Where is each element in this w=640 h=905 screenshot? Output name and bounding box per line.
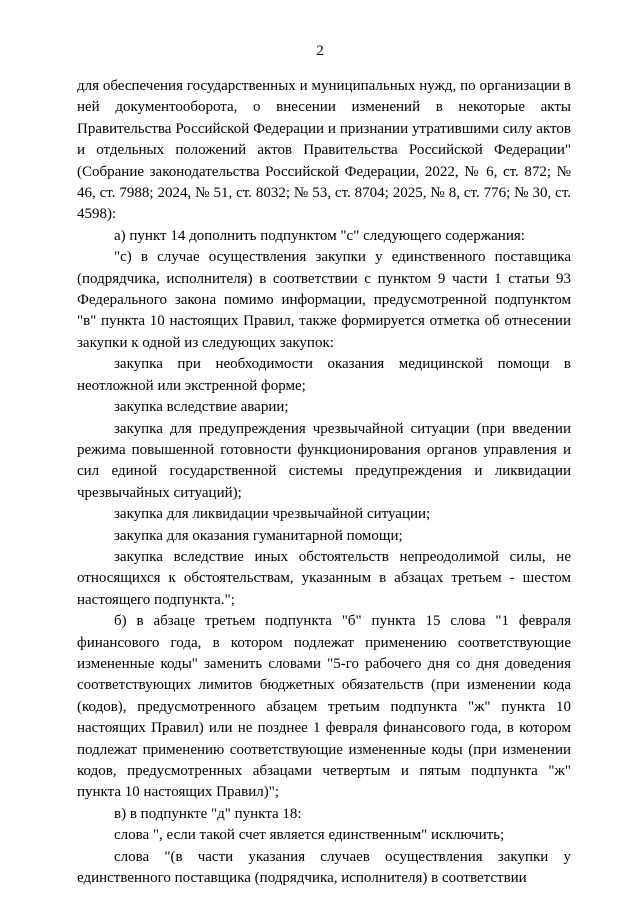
paragraph-words-exclude: слова ", если такой счет является единственным" исключить;: [114, 827, 505, 844]
paragraph-list-item: закупка вследствие аварии;: [114, 399, 289, 416]
paragraph-list-item: закупка для предупреждения чрезвычайной ситуации (при введении режима повышенной готовности функционирования органов управления и сил единой государственной системы предупреждения и ликвидации чрезвычайных ситуаций);: [77, 420, 571, 501]
paragraph-subitem-c: "с) в случае осуществления закупки у единственного поставщика (подрядчика, исполнителя) в соответствии с пунктом 9 части 1 статьи 93 Федерального закона помимо информации, предусмотренной подпунктом "в" пункта 10 настоящих Правил, также формируется отметка об отнесении закупки к одной из следующих закупок:: [77, 249, 571, 351]
paragraph-item-a: а) пункт 14 дополнить подпунктом "с" следующего содержания:: [114, 227, 525, 244]
paragraph-list-item: закупка для ликвидации чрезвычайной ситуации;: [114, 506, 431, 523]
paragraph-item-v: в) в подпункте "д" пункта 18:: [114, 805, 302, 822]
paragraph-continuation: для обеспечения государственных и муниципальных нужд, по организации в ней документооборота, о внесении изменений в некоторые акты Правительства Российской Федерации и признании утратившими силу актов и отдельных положений актов Правительства Российской Федерации" (Собрание законодательства Российской Федерации, 2022, № 6, ст. 872; № 46, ст. 7988; 2024, № 51, ст. 8032; № 53, ст. 8704; 2025, № 8, ст. 776; № 30, ст. 4598):: [77, 78, 571, 223]
paragraph-list-item: закупка вследствие иных обстоятельств непреодолимой силы, не относящихся к обстоятельствам, указанным в абзацах третьем - шестом настоящего подпункта.";: [77, 548, 571, 608]
paragraph-item-b: б) в абзаце третьем подпункта "б" пункта 15 слова "1 февраля финансового года, в котором подлежат применению соответствующие измененные коды" заменить словами "5-го рабочего дня со дня доведения соответствующих лимитов бюджетных обязательств (при изменении кода (кодов), предусмотренного абзацем третьим подпункта "ж" пункта 10 настоящих Правил) или не позднее 1 февраля финансового года, в котором подлежат применению соответствующие измененные коды (при изменении кодов, предусмотренных абзацами четвертым и пятым подпункта "ж" пункта 10 настоящих Правил)";: [77, 613, 571, 801]
paragraph-list-item: закупка для оказания гуманитарной помощи;: [114, 527, 403, 544]
paragraph-words-partial: слова "(в части указания случаев осуществления закупки у единственного поставщика (подрядчика, исполнителя) в соответствии: [77, 848, 571, 887]
paragraph-list-item: закупка при необходимости оказания медицинской помощи в неотложной или экстренной форме;: [77, 356, 571, 394]
page-number: 2: [316, 43, 324, 59]
document-body: [77, 76, 571, 889]
